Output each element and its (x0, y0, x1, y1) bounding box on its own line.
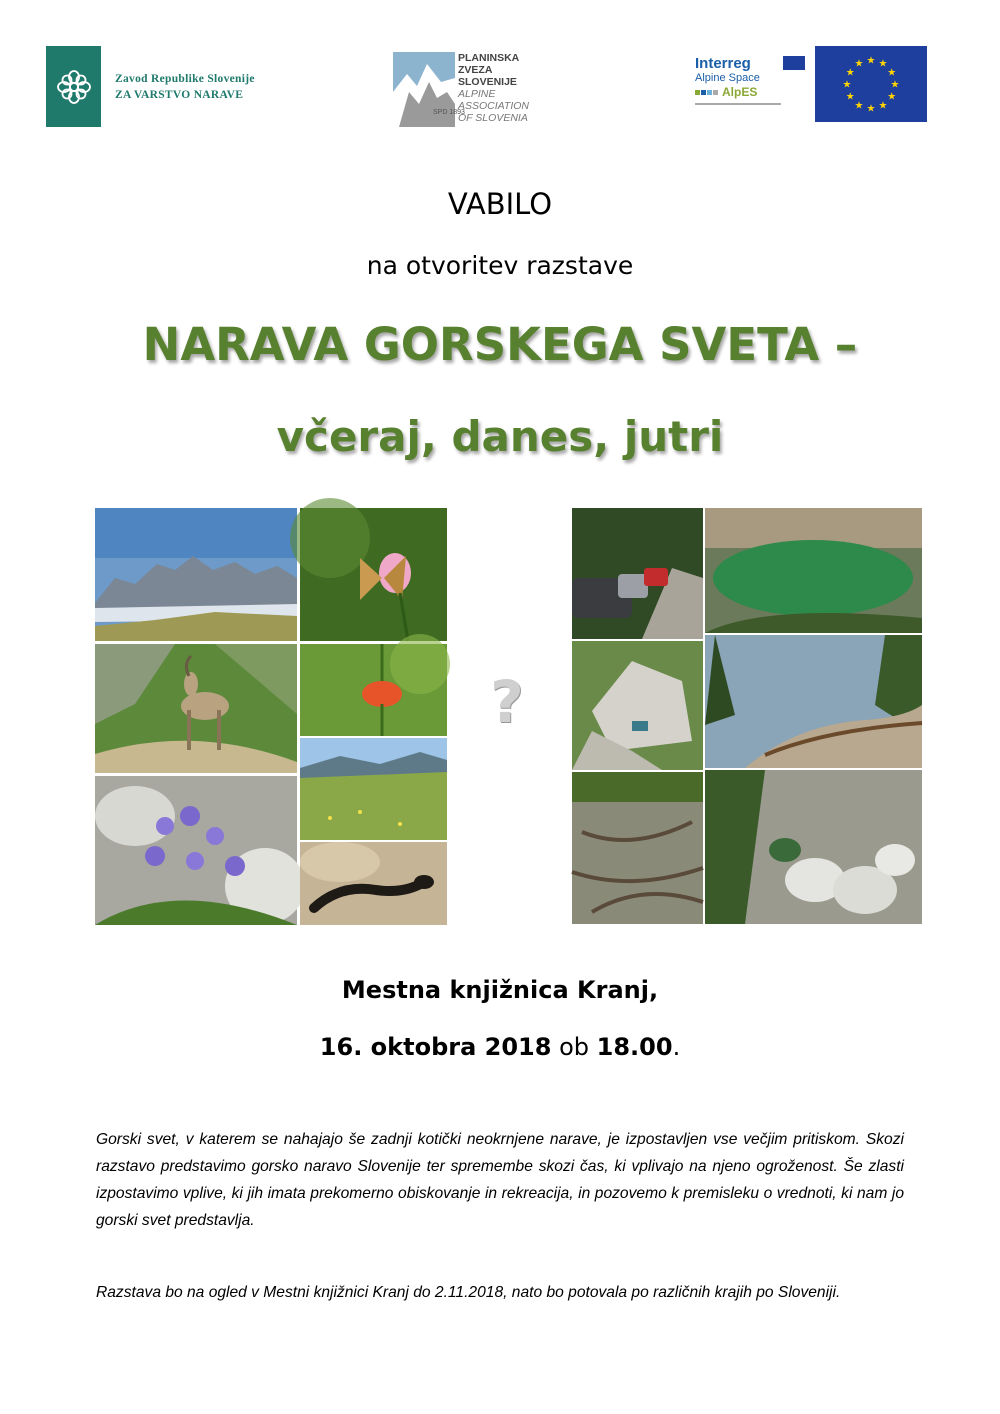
eu-star-icon: ★ (890, 79, 900, 91)
invitation-heading: VABILO (447, 187, 553, 221)
event-end: . (672, 1033, 681, 1061)
eu-star-icon: ★ (845, 91, 855, 103)
zrsvn-logo (46, 46, 255, 127)
pzs-line1: PLANINSKA (458, 52, 520, 64)
pzs-line4: ALPINE (458, 88, 496, 100)
interreg-fine-print (695, 103, 781, 105)
eu-star-icon: ★ (866, 103, 876, 115)
event-time: 18.00 (596, 1033, 673, 1061)
eu-flag-icon (815, 46, 927, 122)
exhibition-note: Razstava bo na ogled v Mestni knjižnici Kranj do 2.11.2018, nato bo potovala po različnih krajih po Sloveniji. (96, 1284, 841, 1301)
exhibition-description: Gorski svet, v katerem se nahajajo še zadnji kotički neokrnjene narave, je izpostavljen vse večjim pritiskom. Skozi razstavo predstavimo gorsko naravo Slovenije ter spremembe skozi čas, ki vplivajo na njeno ogroženost. Še zlasti izpostavimo vplive, ki jih imata prekomerno obiskovanje in rekreacija, in pozovemo k premisleku o vrednoti, ki nam jo gorski svet predstavlja. (96, 1131, 904, 1229)
mountain-icon (393, 52, 465, 127)
flower-icon (46, 46, 101, 127)
interreg-sub: Alpine Space (695, 72, 760, 84)
eu-star-icon: ★ (887, 67, 897, 79)
forest-road-photo (705, 635, 922, 768)
ibex-photo (95, 644, 297, 773)
eu-star-icon: ★ (854, 100, 864, 112)
nature-photo-collage (95, 508, 447, 925)
zrsvn-name-line1: Zavod Republike Slovenije (115, 72, 255, 85)
question-mark: ? (490, 668, 524, 736)
lily-flower-photo (300, 644, 447, 736)
alpes-dots-icon (695, 90, 719, 95)
event-venue: Mestna knjižnica Kranj, (341, 976, 659, 1004)
eu-star-icon: ★ (854, 58, 864, 70)
impact-photo-collage (572, 508, 922, 924)
eu-star-icon: ★ (845, 67, 855, 79)
eu-mini-flag-icon (783, 56, 805, 70)
event-datetime (0, 1033, 1000, 1061)
invitation-subheading: na otvoritev razstave (366, 251, 634, 280)
eu-star-icon: ★ (842, 79, 852, 91)
pzs-logo (393, 52, 529, 127)
waste-bags-photo (705, 770, 922, 924)
zrsvn-name-line2: ZA VARSTVO NARAVE (115, 88, 244, 101)
eu-star-icon: ★ (866, 55, 876, 67)
pzs-line2: ZVEZA (458, 64, 493, 76)
parked-cars-photo (572, 508, 703, 639)
butterfly-photo (300, 508, 447, 641)
eroded-path-photo (572, 772, 703, 924)
litter-rocks-photo (572, 641, 703, 770)
pzs-line6: OF SLOVENIA (458, 112, 528, 124)
eu-star-icon: ★ (878, 58, 888, 70)
mountain-lake-photo (705, 508, 922, 633)
exhibition-title-line1: NARAVA GORSKEGA SVETA – (142, 318, 858, 371)
bellflowers-photo (95, 776, 297, 925)
interreg-name: Interreg (695, 55, 751, 72)
event-connector: ob (551, 1033, 597, 1061)
eu-star-icon: ★ (878, 100, 888, 112)
event-date: 16. oktobra 2018 (319, 1033, 552, 1061)
mountain-panorama-photo (95, 508, 297, 641)
pzs-line5: ASSOCIATION (458, 100, 529, 112)
alpine-salamander-photo (300, 842, 447, 925)
alpes-name: AlpES (722, 85, 758, 99)
alpine-meadow-photo (300, 738, 447, 840)
pzs-mark-text: SPD 1893 (433, 109, 465, 116)
pzs-line3: SLOVENIJE (458, 76, 517, 88)
eu-star-icon: ★ (887, 91, 897, 103)
interreg-logo (695, 56, 807, 105)
exhibition-title-line2: včeraj, danes, jutri (276, 412, 724, 461)
